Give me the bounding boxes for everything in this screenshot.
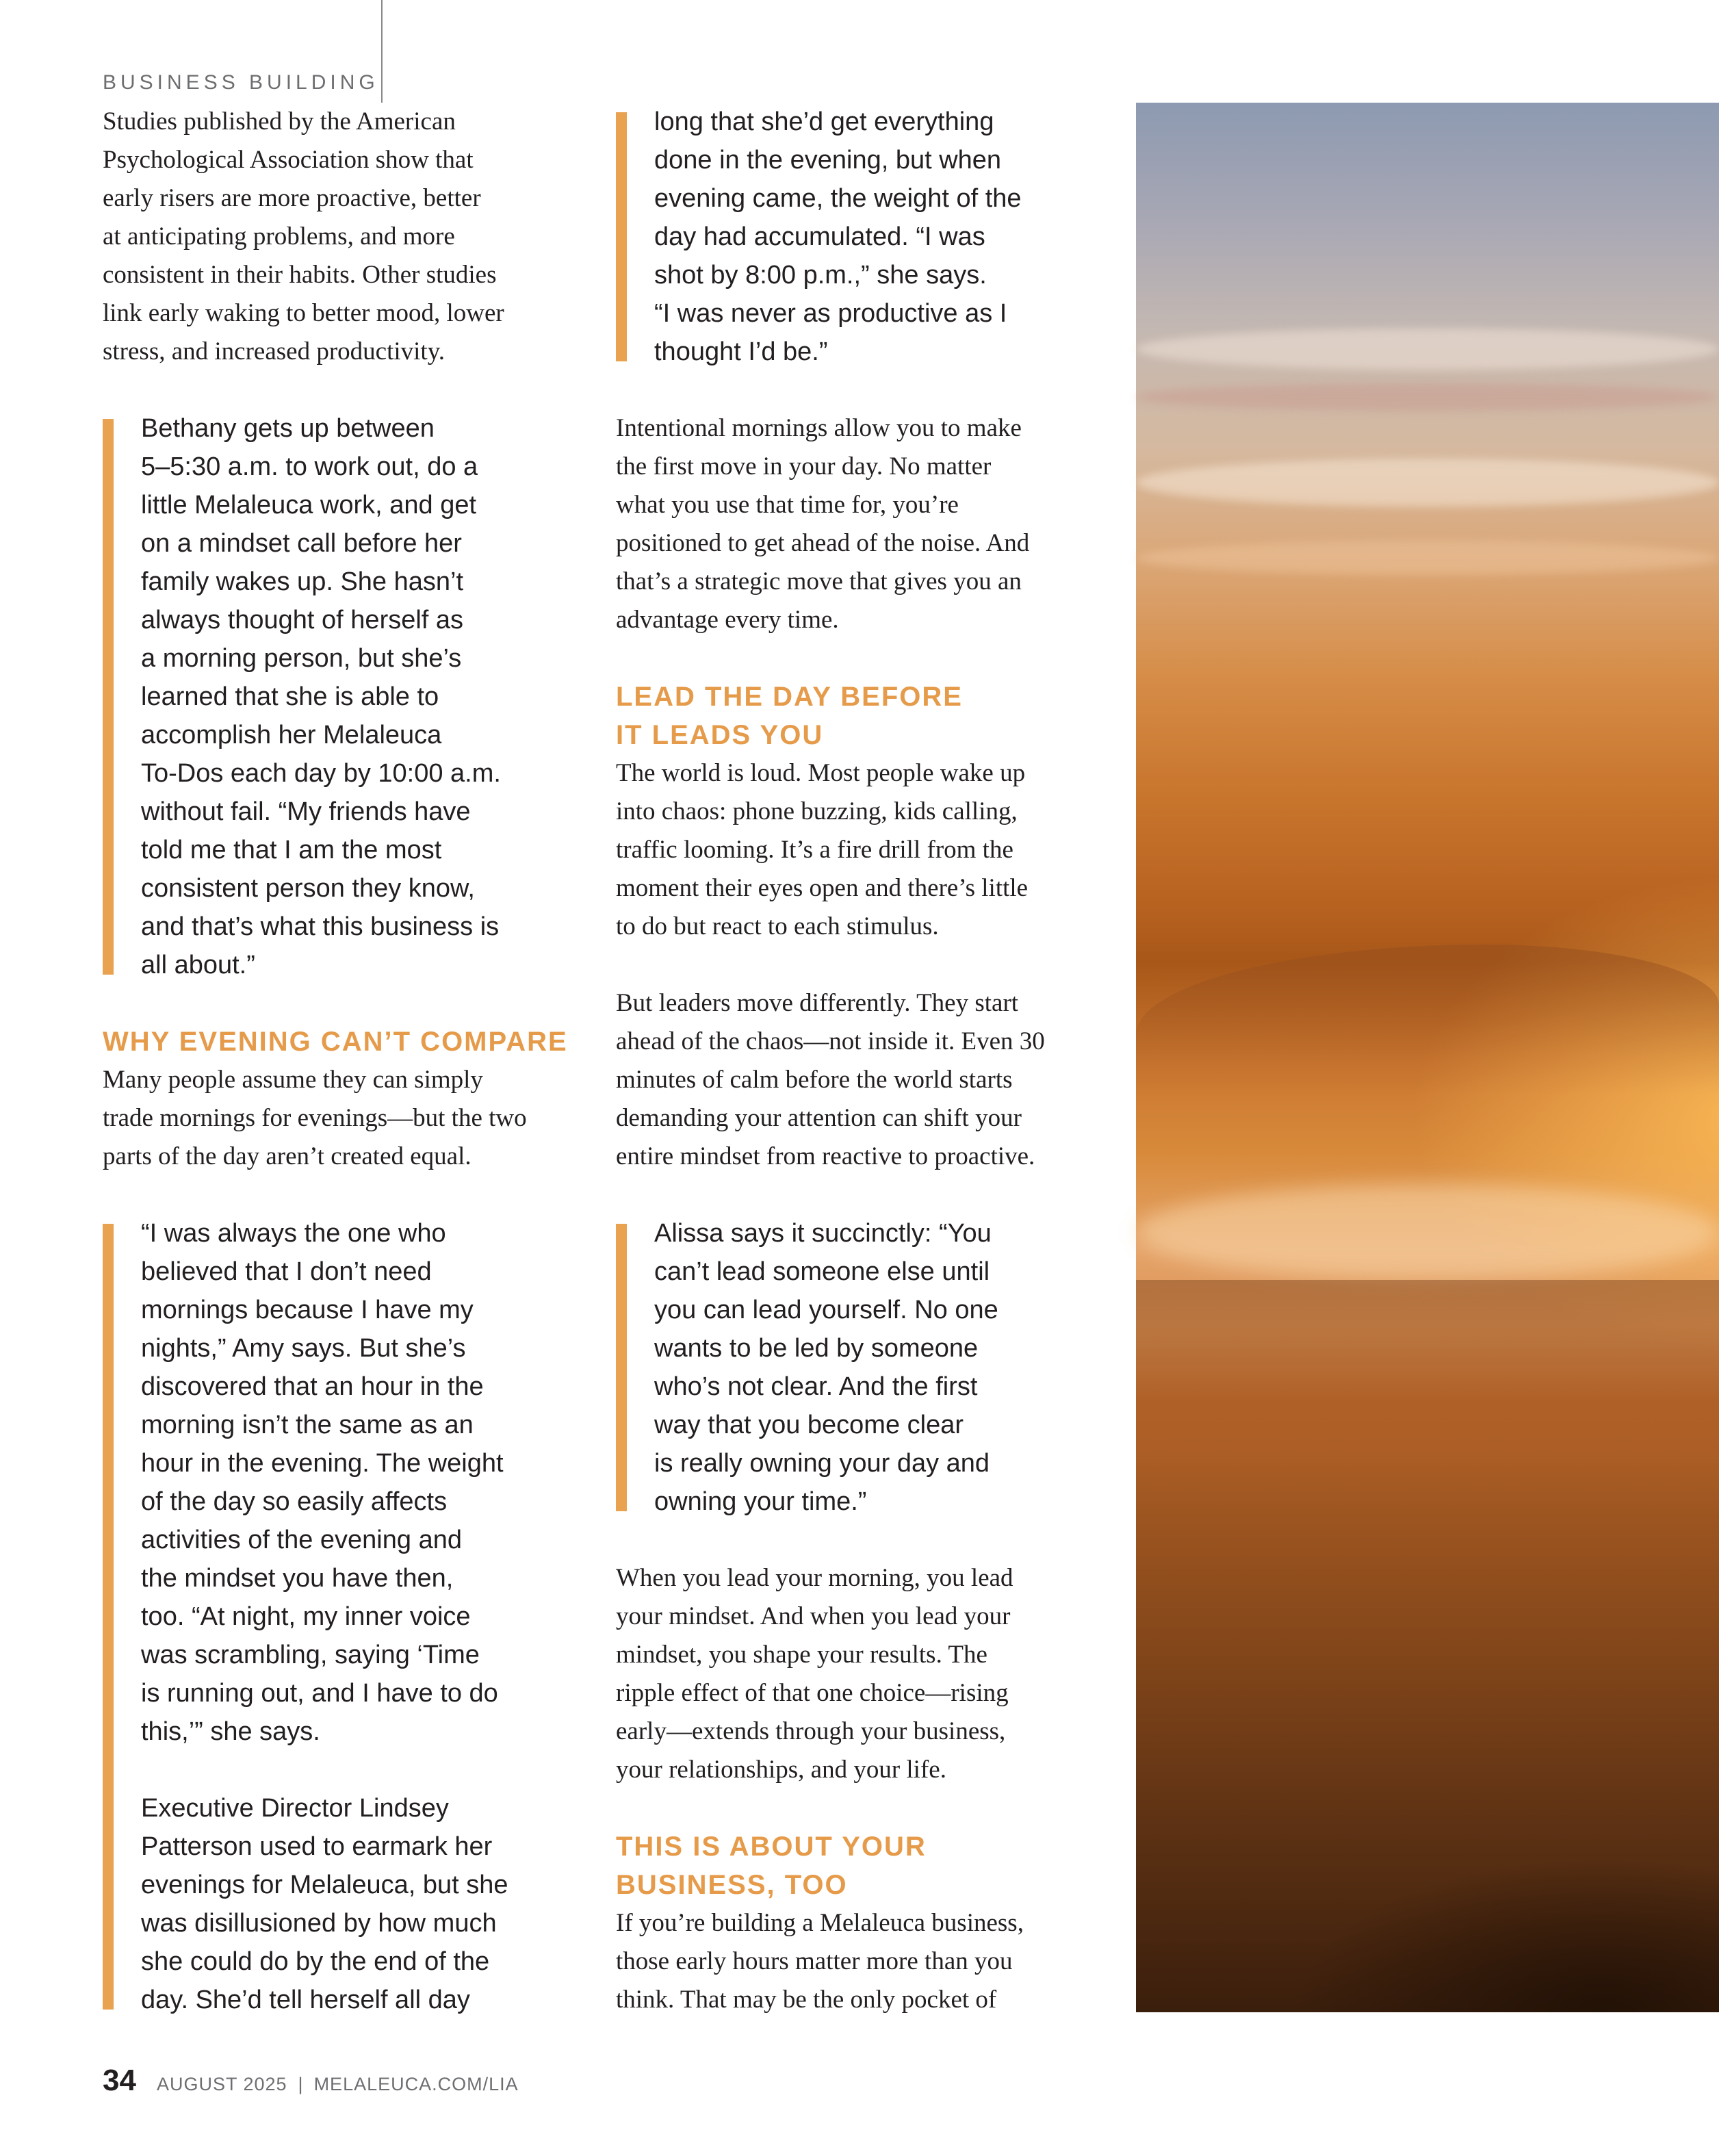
- alissa-quote-line: way that you become clear: [654, 1411, 964, 1439]
- lindsey-cont-line: day had accumulated. “I was: [654, 222, 985, 251]
- amy-quote-line: the mindset you have then,: [141, 1564, 454, 1593]
- bethany-quote-line: little Melaleuca work, and get: [141, 491, 477, 519]
- lindsey-pull-quote-continued: [616, 103, 1095, 371]
- intentional-line: Intentional mornings allow you to make: [616, 414, 1022, 442]
- cloud-streak: [1136, 329, 1719, 370]
- intro-line: early risers are more proactive, better: [103, 184, 481, 212]
- amy-quote-line: “I was always the one who: [141, 1219, 446, 1248]
- leaders-line: entire mindset from reactive to proactive.: [616, 1142, 1035, 1170]
- alissa-quote-line: owning your time.”: [654, 1487, 867, 1516]
- amy-quote-line: is running out, and I have to do: [141, 1679, 498, 1708]
- leaders-line: ahead of the chaos—not inside it. Even 30: [616, 1027, 1045, 1055]
- lindsey-quote-line: she could do by the end of the: [141, 1947, 490, 1976]
- alissa-quote-line: you can lead yourself. No one: [654, 1296, 998, 1324]
- world-line: traffic looming. It’s a fire drill from the: [616, 836, 1013, 864]
- issue-date: AUGUST 2025: [156, 2074, 287, 2094]
- lindsey-cont-line: thought I’d be.”: [654, 337, 828, 366]
- cloud-streak: [1136, 383, 1719, 411]
- heading-lead-the-day: LEAD THE DAY BEFORE IT LEADS YOU: [616, 682, 963, 750]
- alissa-quote-line: who’s not clear. And the first: [654, 1372, 978, 1401]
- intro-line: link early waking to better mood, lower: [103, 299, 504, 327]
- alissa-quote-line: Alissa says it succinctly: “You: [654, 1219, 992, 1248]
- bethany-quote-line: learned that she is able to: [141, 682, 439, 711]
- amy-lindsey-pull-quote: [103, 1214, 595, 2019]
- lead-morning-line: When you lead your morning, you lead: [616, 1564, 1013, 1592]
- alissa-quote-line: can’t lead someone else until: [654, 1257, 990, 1286]
- bethany-quote-line: Bethany gets up between: [141, 414, 435, 443]
- intentional-paragraph: [616, 409, 1095, 639]
- lindsey-quote-line: was disillusioned by how much: [141, 1909, 497, 1938]
- page-number: 34: [103, 2064, 136, 2097]
- amy-quote-line: hour in the evening. The weight: [141, 1449, 504, 1478]
- lead-morning-line: your relationships, and your life.: [616, 1756, 946, 1784]
- evening-line: parts of the day aren’t created equal.: [103, 1142, 471, 1170]
- amy-quote-line: too. “At night, my inner voice: [141, 1602, 471, 1631]
- quote-accent-bar: [103, 1224, 114, 2010]
- alissa-quote-line: wants to be led by someone: [654, 1334, 979, 1363]
- heading-why-evening: WHY EVENING CAN’T COMPARE: [103, 1027, 568, 1057]
- lindsey-cont-line: done in the evening, but when: [654, 146, 1002, 175]
- business-line: those early hours matter more than you: [616, 1947, 1013, 1975]
- lead-morning-line: ripple effect of that one choice—rising: [616, 1679, 1009, 1707]
- quote-accent-bar: [616, 1224, 627, 1511]
- leaders-line: demanding your attention can shift your: [616, 1104, 1022, 1132]
- sunrise-photo: [1136, 103, 1719, 2012]
- section-label: BUSINESS BUILDING: [103, 71, 379, 94]
- business-paragraph: [616, 1904, 1095, 2019]
- intro-line: consistent in their habits. Other studies: [103, 261, 497, 289]
- intro-line: Psychological Association show that: [103, 146, 474, 174]
- top-divider-rule: [381, 0, 383, 103]
- footer-separator: |: [298, 2074, 303, 2094]
- intentional-line: advantage every time.: [616, 606, 839, 634]
- lead-morning-line: early—extends through your business,: [616, 1717, 1006, 1745]
- heading-about-business: THIS IS ABOUT YOUR BUSINESS, TOO: [616, 1832, 927, 1900]
- lindsey-cont-line: long that she’d get everything: [654, 107, 994, 136]
- intro-line: Studies published by the American: [103, 107, 456, 136]
- tree-silhouette: [1136, 1732, 1719, 2012]
- intentional-line: what you use that time for, you’re: [616, 491, 959, 519]
- world-line: The world is loud. Most people wake up: [616, 759, 1026, 787]
- cloud-streak: [1136, 459, 1719, 506]
- bethany-quote-line: told me that I am the most: [141, 836, 442, 864]
- lead-morning-line: your mindset. And when you lead your: [616, 1602, 1011, 1630]
- alissa-pull-quote: [616, 1214, 1095, 1521]
- lindsey-quote-line: Patterson used to earmark her: [141, 1832, 493, 1861]
- world-line: into chaos: phone buzzing, kids calling,: [616, 797, 1018, 825]
- leaders-line: minutes of calm before the world starts: [616, 1066, 1013, 1094]
- lindsey-quote-line: Executive Director Lindsey: [141, 1794, 449, 1823]
- bethany-pull-quote: [103, 409, 595, 984]
- amy-quote-line: activities of the evening and: [141, 1526, 462, 1554]
- world-line: to do but react to each stimulus.: [616, 912, 939, 940]
- amy-quote-line: this,’” she says.: [141, 1717, 320, 1746]
- evening-line: Many people assume they can simply: [103, 1066, 483, 1094]
- amy-quote-line: nights,” Amy says. But she’s: [141, 1334, 466, 1363]
- cloud-streak: [1136, 541, 1719, 575]
- bethany-quote-line: all about.”: [141, 951, 255, 979]
- bethany-quote-line: 5–5:30 a.m. to work out, do a: [141, 452, 478, 481]
- intro-paragraph: [103, 103, 595, 371]
- lead-morning-paragraph: [616, 1559, 1095, 1789]
- hill-ridge: [1136, 1280, 1719, 1458]
- middle-column: [616, 103, 1095, 2019]
- evening-line: trade mornings for evenings—but the two: [103, 1104, 527, 1132]
- lindsey-quote-line: day. She’d tell herself all day: [141, 1986, 470, 2014]
- bethany-quote-line: family wakes up. She hasn’t: [141, 567, 464, 596]
- amy-quote-line: believed that I don’t need: [141, 1257, 432, 1286]
- bethany-quote-line: always thought of herself as: [141, 606, 464, 634]
- bethany-quote-line: and that’s what this business is: [141, 912, 500, 941]
- leaders-line: But leaders move differently. They start: [616, 989, 1019, 1017]
- business-line: think. That may be the only pocket of: [616, 1986, 997, 2014]
- bethany-quote-line: a morning person, but she’s: [141, 644, 462, 673]
- quote-accent-bar: [616, 112, 627, 361]
- lindsey-cont-line: evening came, the weight of the: [654, 184, 1022, 213]
- site-url: MELALEUCA.COM/LIA: [313, 2074, 519, 2094]
- intentional-line: the first move in your day. No matter: [616, 452, 992, 480]
- bethany-quote-line: on a mindset call before her: [141, 529, 462, 558]
- amy-quote-line: morning isn’t the same as an: [141, 1411, 474, 1439]
- amy-quote-line: discovered that an hour in the: [141, 1372, 484, 1401]
- intentional-line: that’s a strategic move that gives you an: [616, 567, 1022, 595]
- lindsey-cont-line: shot by 8:00 p.m.,” she says.: [654, 261, 987, 290]
- amy-quote-line: was scrambling, saying ‘Time: [141, 1641, 480, 1669]
- lead-morning-line: mindset, you shape your results. The: [616, 1641, 987, 1669]
- left-column: [103, 103, 595, 2019]
- intentional-line: positioned to get ahead of the noise. And: [616, 529, 1030, 557]
- lindsey-cont-line: “I was never as productive as I: [654, 299, 1007, 328]
- alissa-quote-line: is really owning your day and: [654, 1449, 990, 1478]
- world-line: moment their eyes open and there’s little: [616, 874, 1029, 902]
- world-paragraph: [616, 754, 1095, 946]
- amy-quote-line: of the day so easily affects: [141, 1487, 448, 1516]
- evening-paragraph: [103, 1061, 595, 1176]
- intro-line: at anticipating problems, and more: [103, 222, 455, 251]
- lindsey-quote-line: evenings for Melaleuca, but she: [141, 1871, 508, 1899]
- hill-ridge: [1136, 945, 1719, 1095]
- bethany-quote-line: without fail. “My friends have: [141, 797, 471, 826]
- amy-quote-line: mornings because I have my: [141, 1296, 474, 1324]
- business-line: If you’re building a Melaleuca business,: [616, 1909, 1024, 1937]
- mist-band: [1136, 1184, 1719, 1280]
- bethany-quote-line: consistent person they know,: [141, 874, 475, 903]
- page-footer: [103, 2064, 519, 2098]
- quote-accent-bar: [103, 419, 114, 975]
- bethany-quote-line: To-Dos each day by 10:00 a.m.: [141, 759, 501, 788]
- leaders-paragraph: [616, 984, 1095, 1176]
- bethany-quote-line: accomplish her Melaleuca: [141, 721, 442, 749]
- intro-line: stress, and increased productivity.: [103, 337, 445, 365]
